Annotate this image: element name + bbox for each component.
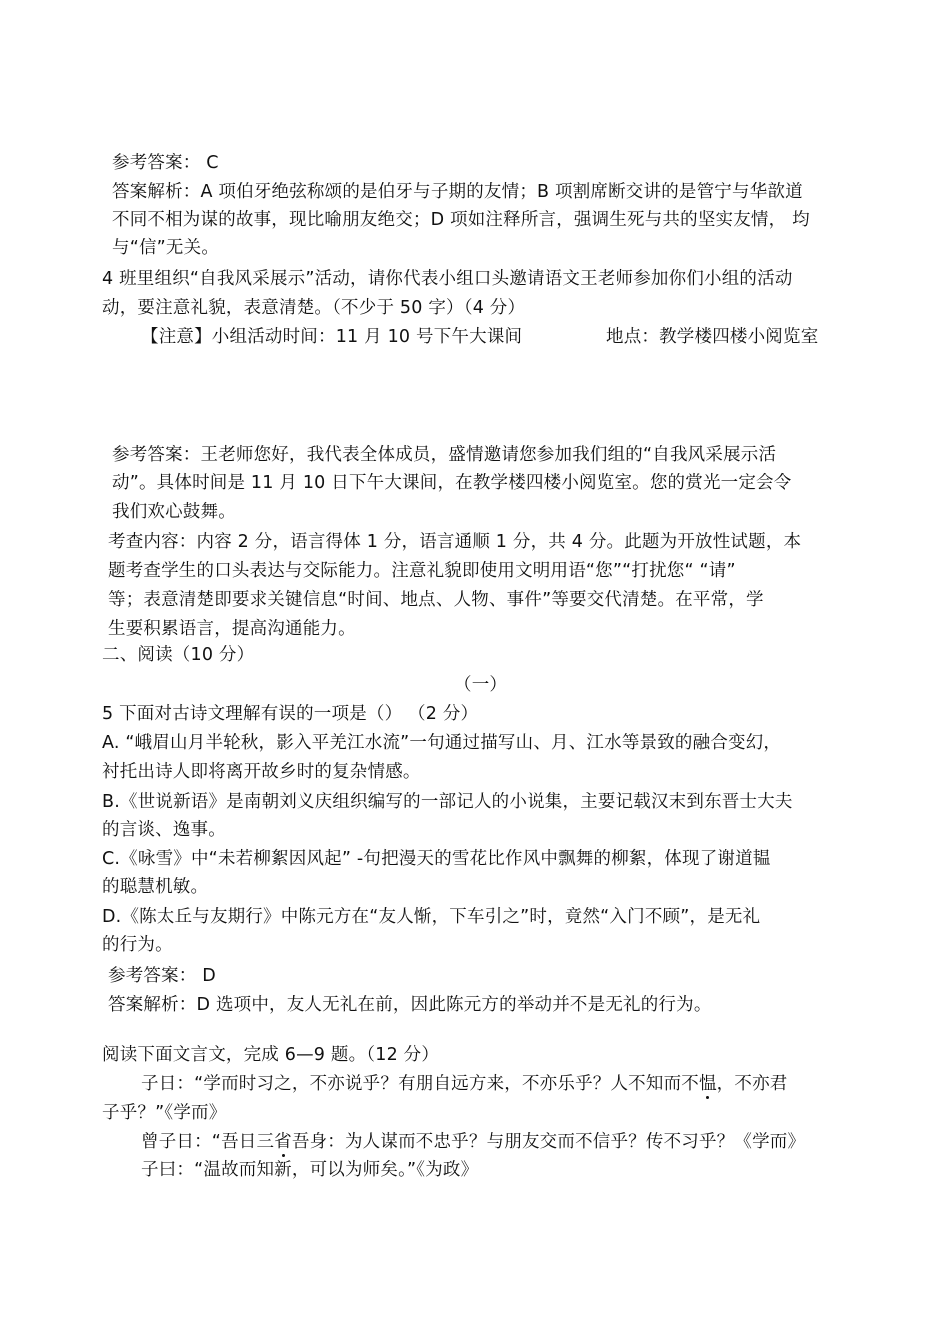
passage-3: 子曰：“温故而知新，可以为师矣。”《为政》	[141, 1160, 479, 1180]
q4-stem-line-2: 动，要注意礼貌，表意清楚。（不少于 50 字）（4 分）	[102, 298, 526, 318]
section-heading: 二、阅读（10 分）	[102, 645, 255, 665]
q5-option-a-line-2: 衬托出诗人即将离开故乡时的复杂情感。	[102, 762, 421, 782]
q5-option-b-line-1: B.《世说新语》是南朝刘义庆组织编写的一部记人的小说集，主要记载汉末到东晋士大夫	[102, 792, 793, 812]
passage-1-text-b: ，不亦君	[716, 1074, 788, 1094]
q4-assessment-line-2: 题考查学生的口头表达与交际能力。注意礼貌即使用文明用语“您”“打扰您“ “请”	[108, 561, 736, 581]
passage-2-text-b: 吾身：为人谋而不忠乎？与朋友交而不信乎？传不习乎？《学而》	[291, 1132, 806, 1152]
q4-assessment-line-1: 考查内容：内容 2 分，语言得体 1 分，语言通顺 1 分，共 4 分。此题为开放性试题，本	[108, 532, 802, 552]
q5-option-d-line-1: D.《陈太丘与友期行》中陈元方在“友人惭，下车引之”时，竟然“入门不顾”，是无礼	[102, 907, 761, 927]
passage-1-line-1	[141, 1072, 787, 1096]
q3-analysis-line-1: 答案解析：A 项伯牙绝弦称颂的是伯牙与子期的友情；B 项割席断交讲的是管宁与华歆道	[112, 182, 803, 202]
passage-1-line-2: 子乎？”《学而》	[102, 1103, 227, 1123]
passage-2-text-a: 曾子日：“吾日三	[141, 1132, 275, 1152]
q4-assessment-line-3: 等；表意清楚即要求关键信息“时间、地点、人物、事件”等要交代清楚。在平常，学	[108, 590, 764, 610]
passage-1-emphasis-char: 愠	[698, 1074, 717, 1094]
q4-note-place: 地点：教学楼四楼小阅览室	[606, 327, 819, 347]
q4-answer-line-2: 动”。具体时间是 11 月 10 日下午大课间，在教学楼四楼小阅览室。您的赏光一定会令	[112, 473, 792, 493]
reading-intro: 阅读下面文言文，完成 6—9 题。（12 分）	[102, 1045, 440, 1065]
q5-ref-answer: 参考答案： D	[108, 966, 216, 986]
q5-option-c-line-2: 的聪慧机敏。	[102, 877, 209, 897]
passage-2	[141, 1130, 805, 1154]
q5-analysis: 答案解析：D 选项中，友人无礼在前，因此陈元方的举动并不是无礼的行为。	[108, 995, 712, 1015]
q4-assessment-line-4: 生要积累语言，提高沟通能力。	[108, 619, 356, 639]
q5-option-c-line-1: C.《咏雪》中“未若柳絮因风起” -句把漫天的雪花比作风中飘舞的柳絮，体现了谢道韫	[102, 849, 771, 869]
q4-answer-line-3: 我们欢心鼓舞。	[112, 502, 236, 522]
q5-option-d-line-2: 的行为。	[102, 935, 173, 955]
q4-answer-line-1: 参考答案：王老师您好，我代表全体成员，盛情邀请您参加我们组的“自我风采展示活	[112, 445, 777, 465]
q3-analysis-line-3: 与“信”无关。	[112, 238, 220, 258]
section-subheading: （一）	[454, 675, 508, 695]
passage-2-emphasis-char: 省	[274, 1132, 292, 1152]
q4-stem-line-1: 4 班里组织“自我风采展示”活动，请你代表小组口头邀请语文王老师参加你们小组的活动	[102, 269, 793, 289]
q5-option-a-line-1: A. “峨眉山月半轮秋，影入平羌江水流”一句通过描写山、月、江水等景致的融合变幻，	[102, 733, 782, 753]
q3-analysis-line-2: 不同不相为谋的故事，现比喻朋友绝交；D 项如注释所言，强调生死与共的坚实友情， 均	[112, 210, 810, 230]
passage-1-text-a: 子日：“学而时习之，不亦说乎？有朋自远方来，不亦乐乎？人不知而不	[141, 1074, 699, 1094]
q4-note-time: 【注意】小组活动时间：11 月 10 号下午大课间	[141, 327, 523, 347]
q5-stem: 5 下面对古诗文理解有误的一项是（） （2 分）	[102, 704, 479, 724]
q5-option-b-line-2: 的言谈、逸事。	[102, 820, 226, 840]
q3-ref-answer: 参考答案： C	[112, 153, 219, 173]
